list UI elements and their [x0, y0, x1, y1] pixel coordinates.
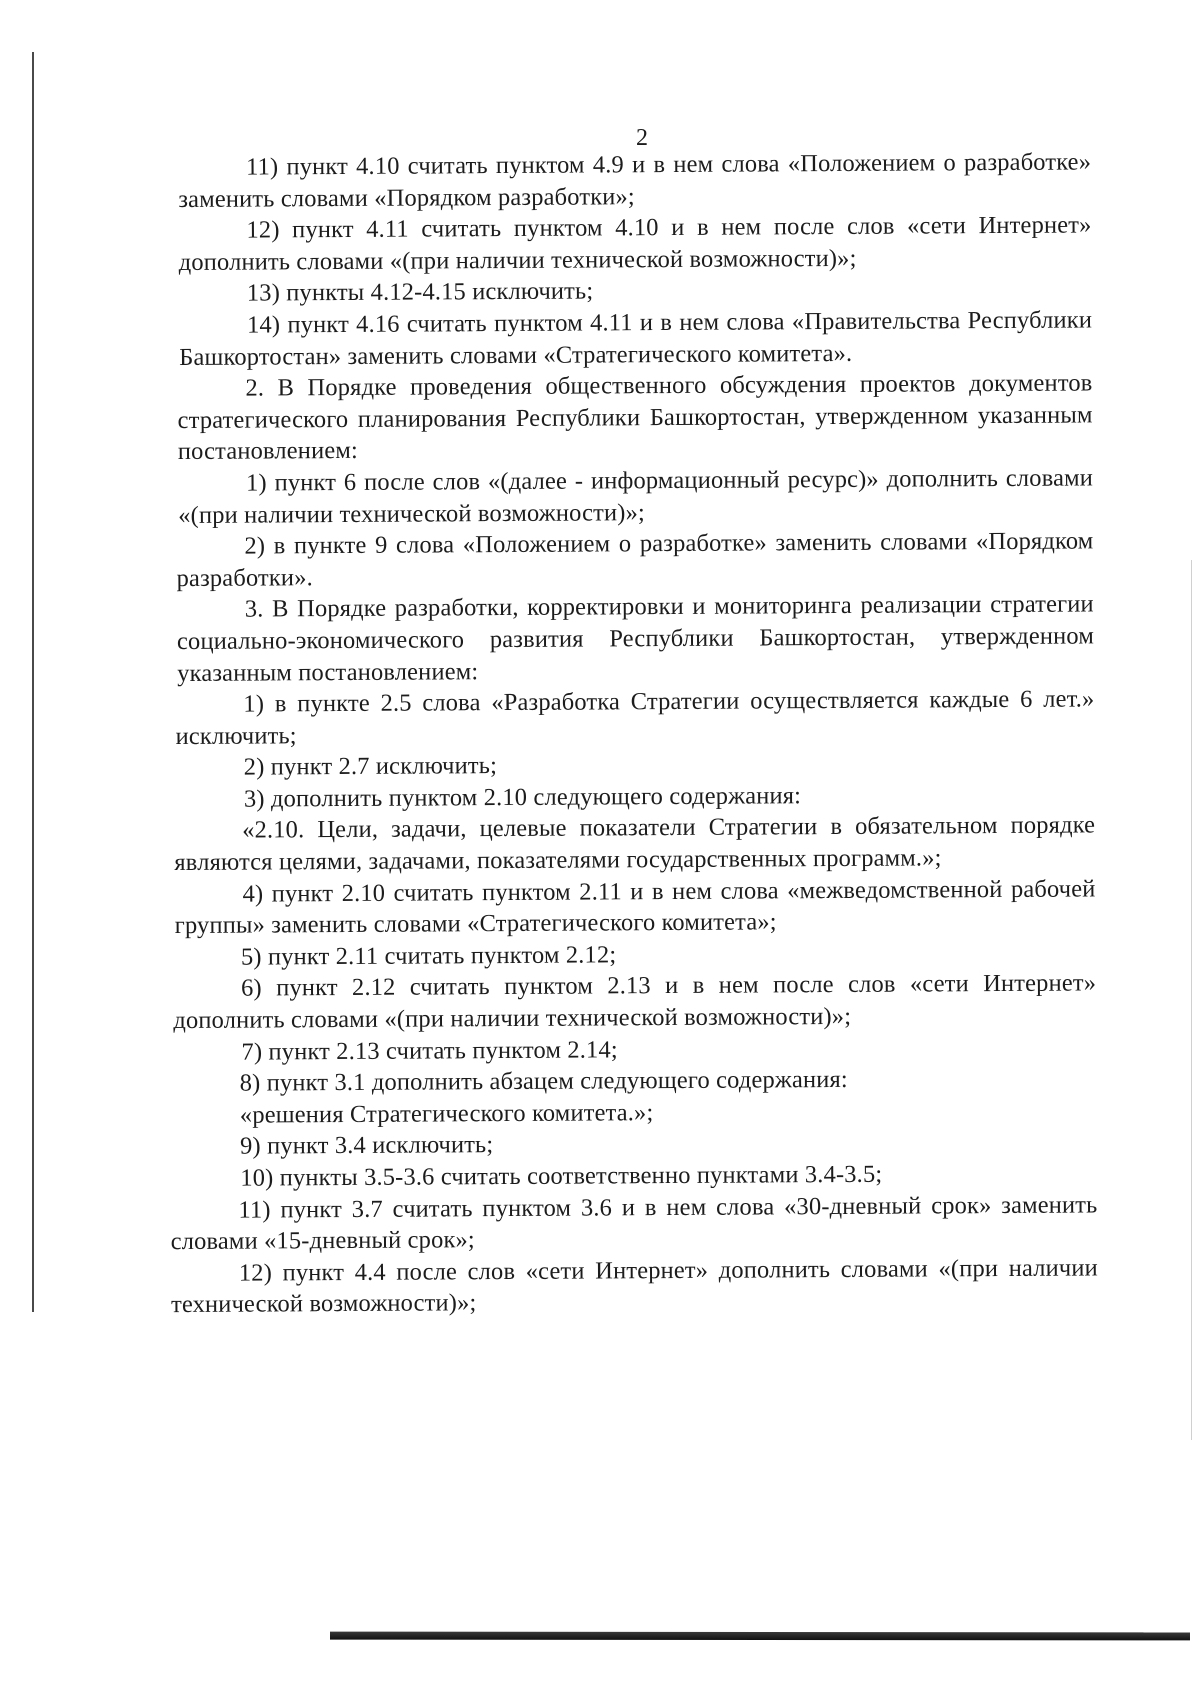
paragraph: 3) дополнить пунктом 2.10 следующего содержания: — [243, 782, 802, 813]
paragraph: 2. В Порядке проведения общественного обсуждения проектов документов стратегического планирования Республики Башкортостан, утвержденном указанным постановлением: — [177, 369, 1093, 466]
bottom-scan-rule — [330, 1632, 1190, 1641]
paragraph: 10) пункты 3.5-3.6 считать соответственно пунктами 3.4-3.5; — [240, 1160, 883, 1192]
paragraph: 9) пункт 3.4 исключить; — [239, 1131, 494, 1161]
paragraph: 11) пункт 3.7 считать пунктом 3.6 и в нем слова «30-дневный срок» заменить словами «15-дневный срок»; — [170, 1190, 1098, 1256]
paragraph: 8) пункт 3.1 дополнить абзацем следующего содержания: — [239, 1066, 848, 1097]
paragraph: 1) в пункте 2.5 слова «Разработка Стратегии осуществляется каждые 6 лет.» исключить; — [175, 685, 1095, 750]
paragraph: «решения Стратегического комитета.»; — [239, 1098, 654, 1129]
scan-left-edge-line — [32, 52, 34, 1312]
page-number: 2 — [636, 125, 648, 151]
paragraph: 12) пункт 4.11 считать пунктом 4.10 и в нем после слов «сети Интернет» дополнить словами «(при наличии технической возможности)»; — [178, 211, 1092, 276]
scan-right-edge-line — [1191, 560, 1192, 1440]
paragraph: 7) пункт 2.13 считать пунктом 2.14; — [241, 1035, 618, 1066]
paragraph: 2) пункт 2.7 исключить; — [243, 752, 498, 781]
document-body — [170, 146, 1098, 1321]
paragraph: 11) пункт 4.10 считать пунктом 4.9 и в нем слова «Положением о разработке» заменить словами «Порядком разработки»; — [178, 148, 1092, 213]
paragraph: 3. В Порядке разработки, корректировки и мониторинга реализации стратегии социально-экономического развития Республики Башкортостан, утвержденном указанным постановлением: — [176, 590, 1095, 687]
paragraph: 2) в пункте 9 слова «Положением о разработке» заменить словами «Порядком разработки». — [176, 527, 1094, 592]
paragraph: 1) пункт 6 после слов «(далее - информационный ресурс)» дополнить словами «(при наличии технической возможности)»; — [178, 464, 1094, 529]
paragraph: 12) пункт 4.4 после слов «сети Интернет» дополнить словами «(при наличии технической возможности)»; — [170, 1254, 1098, 1319]
paragraph: 4) пункт 2.10 считать пунктом 2.11 и в нем слова «межведомственной рабочей группы» заменить словами «Стратегического комитета»; — [174, 875, 1096, 940]
paragraph: «2.10. Цели, задачи, целевые показатели Стратегии в обязательном порядке являются целями, задачами, показателями государственных программ.»; — [174, 811, 1096, 877]
paragraph: 5) пункт 2.11 считать пунктом 2.12; — [240, 941, 617, 971]
paragraph: 14) пункт 4.16 считать пунктом 4.11 и в нем слова «Правительства Республики Башкортостан» заменить словами «Стратегического комитета». — [179, 306, 1093, 371]
paragraph: 6) пункт 2.12 считать пунктом 2.13 и в нем после слов «сети Интернет» дополнить словами «(при наличии технической возможности)»; — [173, 969, 1097, 1035]
paragraph: 13) пункты 4.12-4.15 исключить; — [246, 277, 594, 307]
